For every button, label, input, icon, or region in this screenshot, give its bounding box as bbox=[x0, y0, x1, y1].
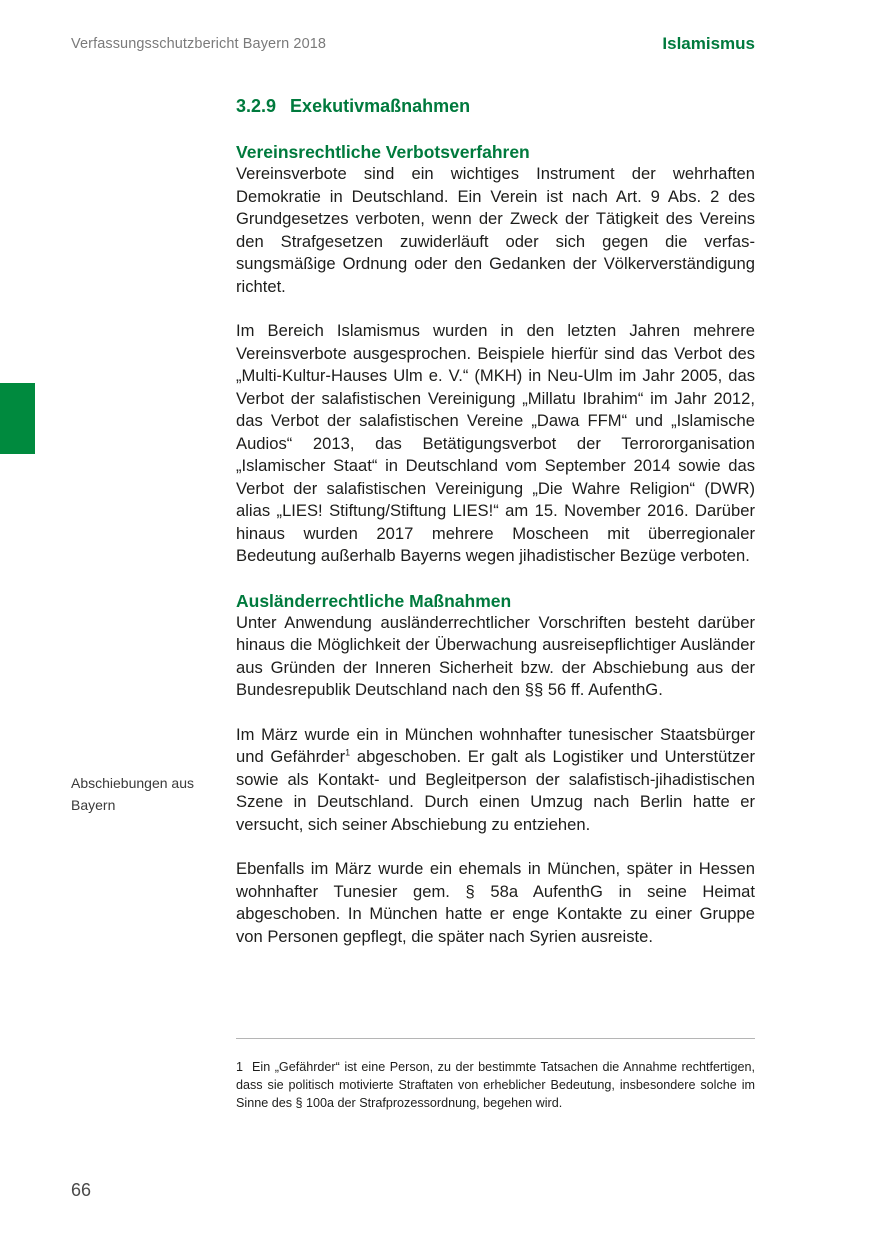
running-header-title: Verfassungsschutzbericht Bayern 2018 bbox=[71, 36, 327, 52]
subsection-heading-auslaenderrecht: Ausländerrechtliche Maßnahmen bbox=[236, 590, 512, 611]
paragraph-islamismus-verbote: Im Bereich Islamismus wurden in den letzten Jahren mehrere Vereinsverbote ausgesprochen. Beispiele hierfür sind das Verbot des „Multi-Kultur-Hauses Ulm e. V.“ (MKH) in Neu-Ulm im Jahr 2005, das Verbot der salafistischen Vereinigung „Millatu Ibrahim“ im Jahr 2012, das Verbot der salafistischen Vereine „Dawa FFM“ und „Islamische Audios“ 2013, das Betätigungsverbot der Terrororganisation „Islamischer Staat“ in Deutschland vom September 2014 sowie das Verbot der salafistischen Vereinigung „Die Wahre Religion“ (DWR) alias „LIES! Stiftung/Stiftung LIES!“ am 15. November 2016. Darüber hinaus wurden 2017 mehrere Moscheen mit überregionaler Bedeutung außerhalb Bayerns wegen jihadistischer Bezüge verboten. bbox=[236, 321, 755, 565]
section-heading bbox=[236, 95, 755, 117]
subsection-heading-verbotsverfahren: Vereinsrechtliche Verbotsverfahren bbox=[236, 142, 530, 162]
page-number: 66 bbox=[71, 1180, 92, 1200]
paragraph-vereinsverbote: Vereinsverbote sind ein wichtiges Instrument der wehrhaften Demokratie in Deutschland. Ein Verein ist nach Art. 9 Abs. 2 des Grundgesetzes verboten, wenn der Zweck der Tätigkeit des Vereins den Strafgesetzen zuwiderläuft oder sich gegen die verfassungsmäßige Ordnung oder den Gedanken der Völkerverständigung richtet. bbox=[236, 164, 755, 296]
footnote-reference[interactable]: 1 bbox=[345, 747, 351, 758]
paragraph-auslaenderrecht: Unter Anwendung ausländerrechtlicher Vorschriften besteht darüber hinaus die Möglichkeit der Überwachung ausreisepflichtiger Ausländer aus Gründen der Inneren Sicherheit bzw. der Abschiebung aus der Bundesrepublik Deutschland nach den §§ 56 ff. AufenthG. bbox=[236, 612, 755, 699]
section-number: 3.2.9 bbox=[236, 96, 277, 116]
footnote-number: 1 bbox=[236, 1060, 244, 1074]
paragraph-abschiebung-hessen: Ebenfalls im März wurde ein ehemals in München, später in Hessen wohnhafter Tunesier gem. § 58a AufenthG in seine Heimat abgeschoben. In München hatte er enge Kontakte zu einer Gruppe von Personen gepflegt, die später nach Syrien ausreiste. bbox=[236, 859, 755, 946]
footnote-text: Ein „Gefährder“ ist eine Person, zu der bestimmte Tatsachen die Annahme rechtfertigen, dass sie politisch motivierte Straftaten von erheblicher Bedeutung, insbesondere solche im Sinne des § 100a der Strafprozessordnung, begehen wird. bbox=[236, 1060, 755, 1110]
footnote-divider bbox=[236, 1038, 755, 1039]
footnote bbox=[236, 1058, 755, 1112]
margin-note: Abschiebungen aus Bayern bbox=[71, 775, 194, 813]
section-title: Exekutivmaßnahmen bbox=[290, 96, 471, 116]
paragraph-text-end: abgeschoben. Er galt als Logistiker und Unterstützer sowie als Kontakt- und Begleitperson der salafistisch-jihadistischen Szene in Deutschland. Durch einen Umzug nach Berlin hatte er versucht, sich seiner Abschiebung zu entziehen. bbox=[236, 747, 755, 834]
section-tag: Islamismus bbox=[662, 34, 755, 53]
paragraph-text-start: Im März wurde ein in München wohnhafter tunesischer Staatsbürger und Gefährder bbox=[236, 724, 755, 766]
paragraph-abschiebung-muenchen bbox=[236, 724, 755, 837]
main-column bbox=[236, 95, 755, 970]
chapter-side-tab bbox=[0, 383, 35, 454]
